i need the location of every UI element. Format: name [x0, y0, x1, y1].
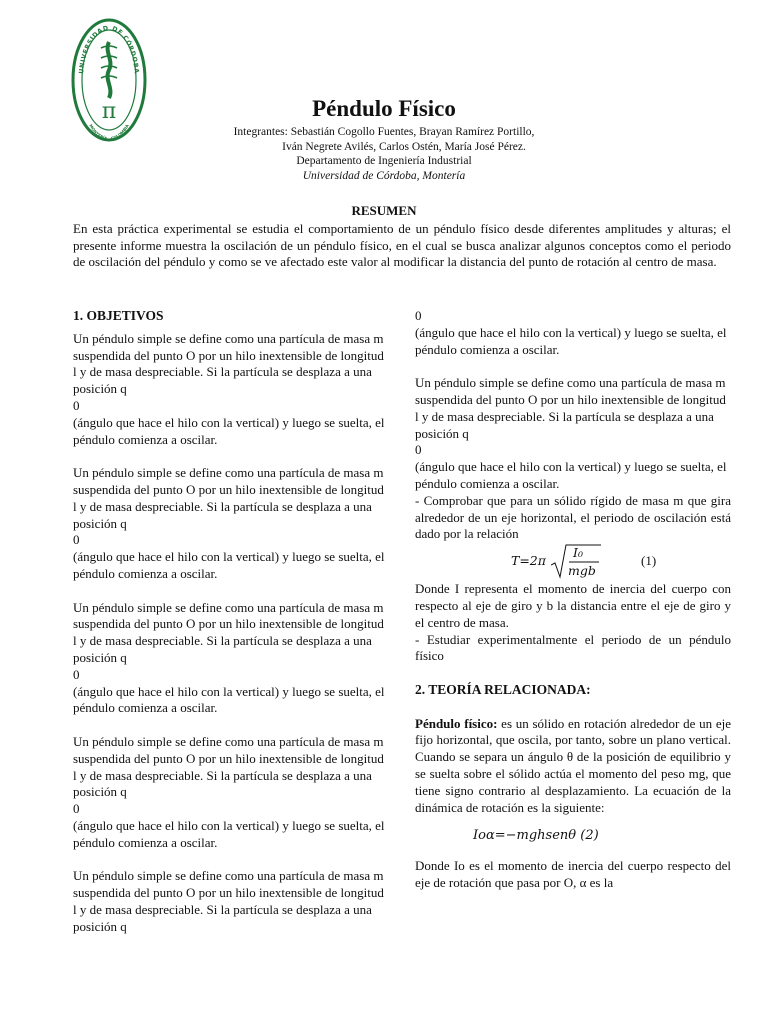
paragraph-tail: (ángulo que hace el hilo con la vertical) y luego se suelta, el péndulo comienza a oscilar.: [73, 414, 385, 447]
svg-text:π: π: [101, 99, 117, 124]
formula-period-lhs: T=2π: [511, 553, 546, 569]
paragraph: Un péndulo simple se define como una partícula de masa m suspendida del punto O por un hilo inextensible de longitud l y de masa despreciable. Si la partícula se desplaza a una posición q: [73, 465, 384, 531]
formula-dynamics-explanation: Donde Io es el momento de inercia del cuerpo respecto del eje de rotación que pasa por O, α es la: [415, 858, 731, 891]
theory-paragraph: [415, 716, 731, 817]
paragraph-zero: 0: [73, 532, 80, 548]
formula-period: [415, 543, 731, 581]
theory-text: es un sólido en rotación alrededor de un eje fijo horizontal, que oscila, por tanto, sobre un plano vertical. Cuando se separa un ángulo θ de la posición de equilibrio y se suelta sobre el sólido actúa el momento del peso mg, que tiene signo contrario al desplazamiento. La ecuación de la dinámica de rotación es la siguiente:: [415, 715, 731, 815]
theory-lead-term: Péndulo físico:: [415, 715, 498, 731]
paragraph: Un péndulo simple se define como una partícula de masa m suspendida del punto O por un hilo inextensible de longitud l y de masa despreciable. Si la partícula se desplaza a una posición q: [415, 375, 726, 441]
paragraph: Un péndulo simple se define como una partícula de masa m suspendida del punto O por un hilo inextensible de longitud l y de masa despreciable. Si la partícula se desplaza a una posición q: [73, 599, 384, 665]
paragraph-zero: 0: [415, 442, 422, 458]
section-heading-teoria: 2. TEORÍA RELACIONADA:: [415, 681, 591, 697]
left-column: [73, 308, 389, 935]
abstract-text: En esta práctica experimental se estudia el comportamiento de un péndulo físico desde diferentes amplitudes y alturas; el presente informe muestra la oscilación de un péndulo físico, en el cual se busca analizar algunos conceptos como el periodo de oscilación del péndulo y como se ve afectado este valor al modificar la distancia del punto de rotación al centro de masa.: [73, 221, 731, 269]
paragraph-zero: 0: [73, 397, 80, 413]
university-seal-logo: [71, 18, 147, 142]
paragraph-zero: 0: [415, 308, 422, 323]
svg-text:MONTERÍA - COLOMBIA: MONTERÍA - COLOMBIA: [88, 123, 130, 142]
right-column: [415, 308, 731, 892]
paragraph-zero: 0: [73, 801, 80, 817]
objective-1: - Comprobar que para un sólido rígido de masa m que gira alrededor de un eje horizontal, el periodo de oscilación está dado por la relación: [415, 492, 731, 542]
authors-line-2: Iván Negrete Avilés, Carlos Ostén, María José Pérez.: [282, 140, 526, 153]
formula-period-denominator: mgb: [568, 563, 596, 579]
paragraph-tail: (ángulo que hace el hilo con la vertical) y luego se suelta, el péndulo comienza a oscilar.: [73, 549, 385, 581]
authors-line-1: Integrantes: Sebastián Cogollo Fuentes, Brayan Ramírez Portillo,: [233, 126, 535, 138]
institution: Universidad de Córdoba, Montería: [302, 169, 466, 182]
svg-text:UNIVERSIDAD DE CÓRDOBA: UNIVERSIDAD DE CÓRDOBA: [78, 24, 140, 75]
paragraph-tail: (ángulo que hace el hilo con la vertical) y luego se suelta, el péndulo comienza a oscilar.: [415, 324, 727, 357]
formula-dynamics-text: Iοα=−mghsenθ (2): [473, 828, 599, 844]
paragraph-tail: (ángulo que hace el hilo con la vertical) y luego se suelta, el péndulo comienza a oscilar.: [415, 459, 727, 491]
department: Departamento de Ingeniería Industrial: [296, 155, 472, 167]
document-title: Péndulo Físico: [312, 96, 456, 121]
formula-dynamics: [415, 816, 731, 858]
paragraph: Un péndulo simple se define como una partícula de masa m suspendida del punto O por un hilo inextensible de longitud l y de masa despreciable. Si la partícula se desplaza a una posición q: [73, 330, 384, 397]
paragraph-tail: (ángulo que hace el hilo con la vertical) y luego se suelta, el péndulo comienza a oscilar.: [73, 817, 385, 850]
paragraph-zero: 0: [73, 666, 80, 682]
paragraph: Un péndulo simple se define como una partícula de masa m suspendida del punto O por un hilo inextensible de longitud l y de masa despreciable. Si la partícula se desplaza a una posición q: [73, 868, 384, 934]
formula-period-tag: (1): [641, 553, 657, 569]
section-heading-objetivos: 1. OBJETIVOS: [73, 308, 164, 323]
paragraph-tail: (ángulo que hace el hilo con la vertical) y luego se suelta, el péndulo comienza a oscilar.: [73, 683, 385, 716]
paragraph: Un péndulo simple se define como una partícula de masa m suspendida del punto O por un hilo inextensible de longitud l y de masa despreciable. Si la partícula se desplaza a una posición q: [73, 733, 384, 800]
objective-2: - Estudiar experimentalmente el periodo de un péndulo físico: [415, 631, 731, 664]
formula-period-explanation: Donde I representa el momento de inercia del cuerpo con respecto al eje de giro y b la distancia entre el eje de giro y el centro de masa.: [415, 581, 731, 630]
abstract-heading: RESUMEN: [351, 203, 417, 218]
authors-block: [0, 125, 768, 183]
formula-period-numerator: I₀: [573, 545, 583, 561]
